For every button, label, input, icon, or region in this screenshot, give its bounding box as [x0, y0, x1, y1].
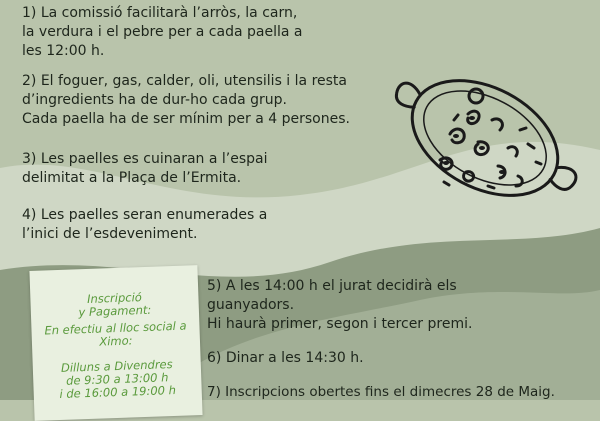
paella-pan-icon: [380, 48, 590, 223]
rule-5: [207, 277, 472, 334]
rule-line: 1) La comissió facilitarà l’arròs, la carn,: [22, 5, 298, 21]
rule-line: Hi haurà primer, segon i tercer premi.: [207, 316, 473, 332]
note-line: Inscripció: [86, 290, 143, 306]
note-line: Dilluns a Divendres: [60, 357, 173, 375]
rule-line: guanyadors.: [207, 297, 295, 313]
rule-2: [22, 72, 350, 129]
note-line: Ximo:: [99, 333, 133, 349]
note-schedule: [33, 357, 202, 402]
rule-line: 4) Les paelles seran enumerades a: [22, 207, 268, 223]
rule-line: 2) El foguer, gas, calder, oli, utensilis i la resta: [22, 73, 347, 89]
registration-note: [29, 265, 202, 421]
rule-line: 3) Les paelles es cuinaran a l’espai: [22, 151, 268, 167]
rule-7: [207, 383, 555, 402]
rule-4: [22, 206, 267, 244]
rule-line: 7) Inscripcions obertes fins el dimecres 28 de Maig.: [207, 384, 555, 400]
rule-line: Cada paella ha de ser mínim per a 4 persones.: [22, 111, 350, 127]
note-line: y Pagament:: [78, 302, 152, 320]
rule-line: d’ingredients ha de dur-ho cada grup.: [22, 92, 288, 108]
note-line: En efectiu al lloc social a: [44, 318, 187, 338]
rule-line: 6) Dinar a les 14:30 h.: [207, 350, 364, 366]
rule-1: [22, 4, 302, 61]
note-line: de 9:30 a 13:00 h: [65, 370, 169, 388]
note-line: i de 16:00 a 19:00 h: [59, 382, 177, 401]
rule-3: [22, 150, 268, 188]
rule-line: 5) A les 14:00 h el jurat decidirà els: [207, 278, 457, 294]
rule-line: l’inici de l’esdeveniment.: [22, 226, 198, 242]
rule-line: delimitat a la Plaça de l’Ermita.: [22, 170, 242, 186]
rule-line: les 12:00 h.: [22, 43, 105, 59]
note-place: [31, 319, 200, 351]
note-heading: [30, 289, 199, 321]
rule-line: la verdura i el pebre per a cada paella a: [22, 24, 303, 40]
rule-6: [207, 349, 364, 368]
